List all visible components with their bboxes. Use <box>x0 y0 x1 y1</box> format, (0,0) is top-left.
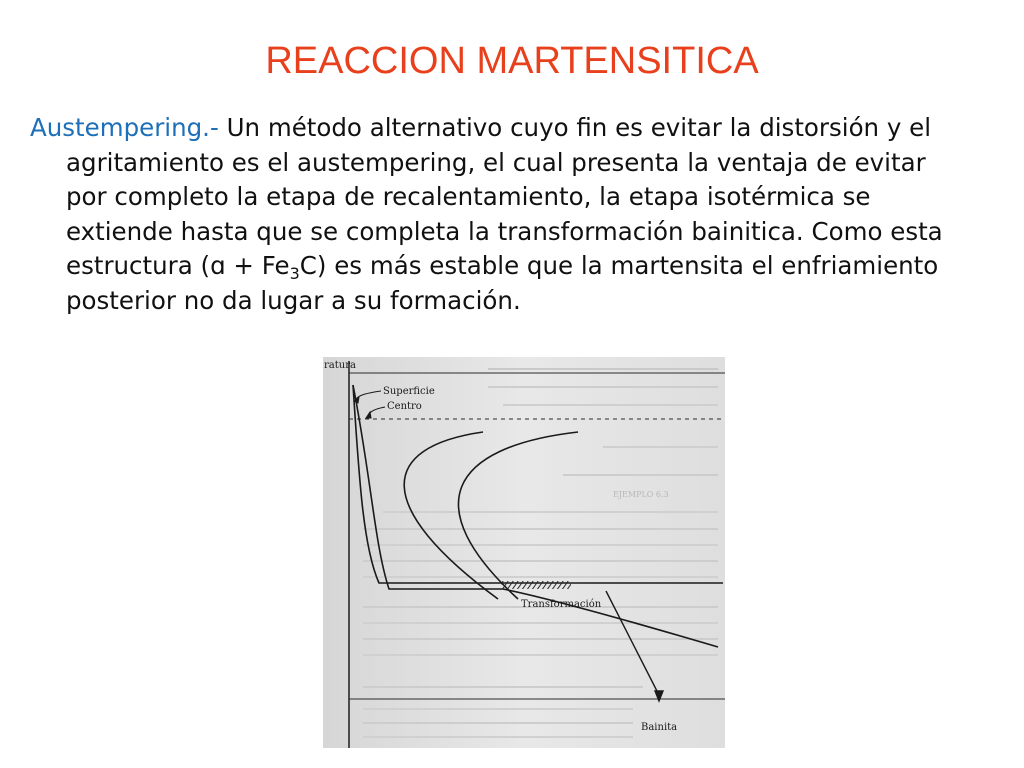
paragraph-text-2: C) es más estable que la martensita el enfriamiento posterior no da lugar a su formación. <box>66 251 939 315</box>
body-paragraph <box>30 111 966 318</box>
paragraph-text-1: Un método alternativo cuyo fin es evitar la distorsión y el agritamiento es el austempering, el cual presenta la ventaja de evitar por completo la etapa de recalentamiento, la etapa isotérmica se extiende hasta que se completa la transformación bainitica. Como esta estructura (ɑ + Fe <box>66 113 943 280</box>
paragraph-lead: Austempering.- <box>30 113 219 142</box>
superficie-label: Superficie <box>383 386 435 397</box>
corner-label: ratura <box>324 360 356 371</box>
diagram-background <box>323 357 725 748</box>
bainita-label: Bainita <box>641 722 678 733</box>
transformacion-label: Transformación <box>521 599 602 610</box>
page-title: REACCION MARTENSITICA <box>265 40 759 82</box>
diagram-svg <box>323 357 725 748</box>
paragraph-subscript: 3 <box>289 264 300 283</box>
austempering-diagram <box>323 357 725 748</box>
ejemplo-label: EJEMPLO 6.3 <box>613 490 669 499</box>
centro-label: Centro <box>387 401 422 412</box>
transformation-hatch <box>501 581 571 589</box>
